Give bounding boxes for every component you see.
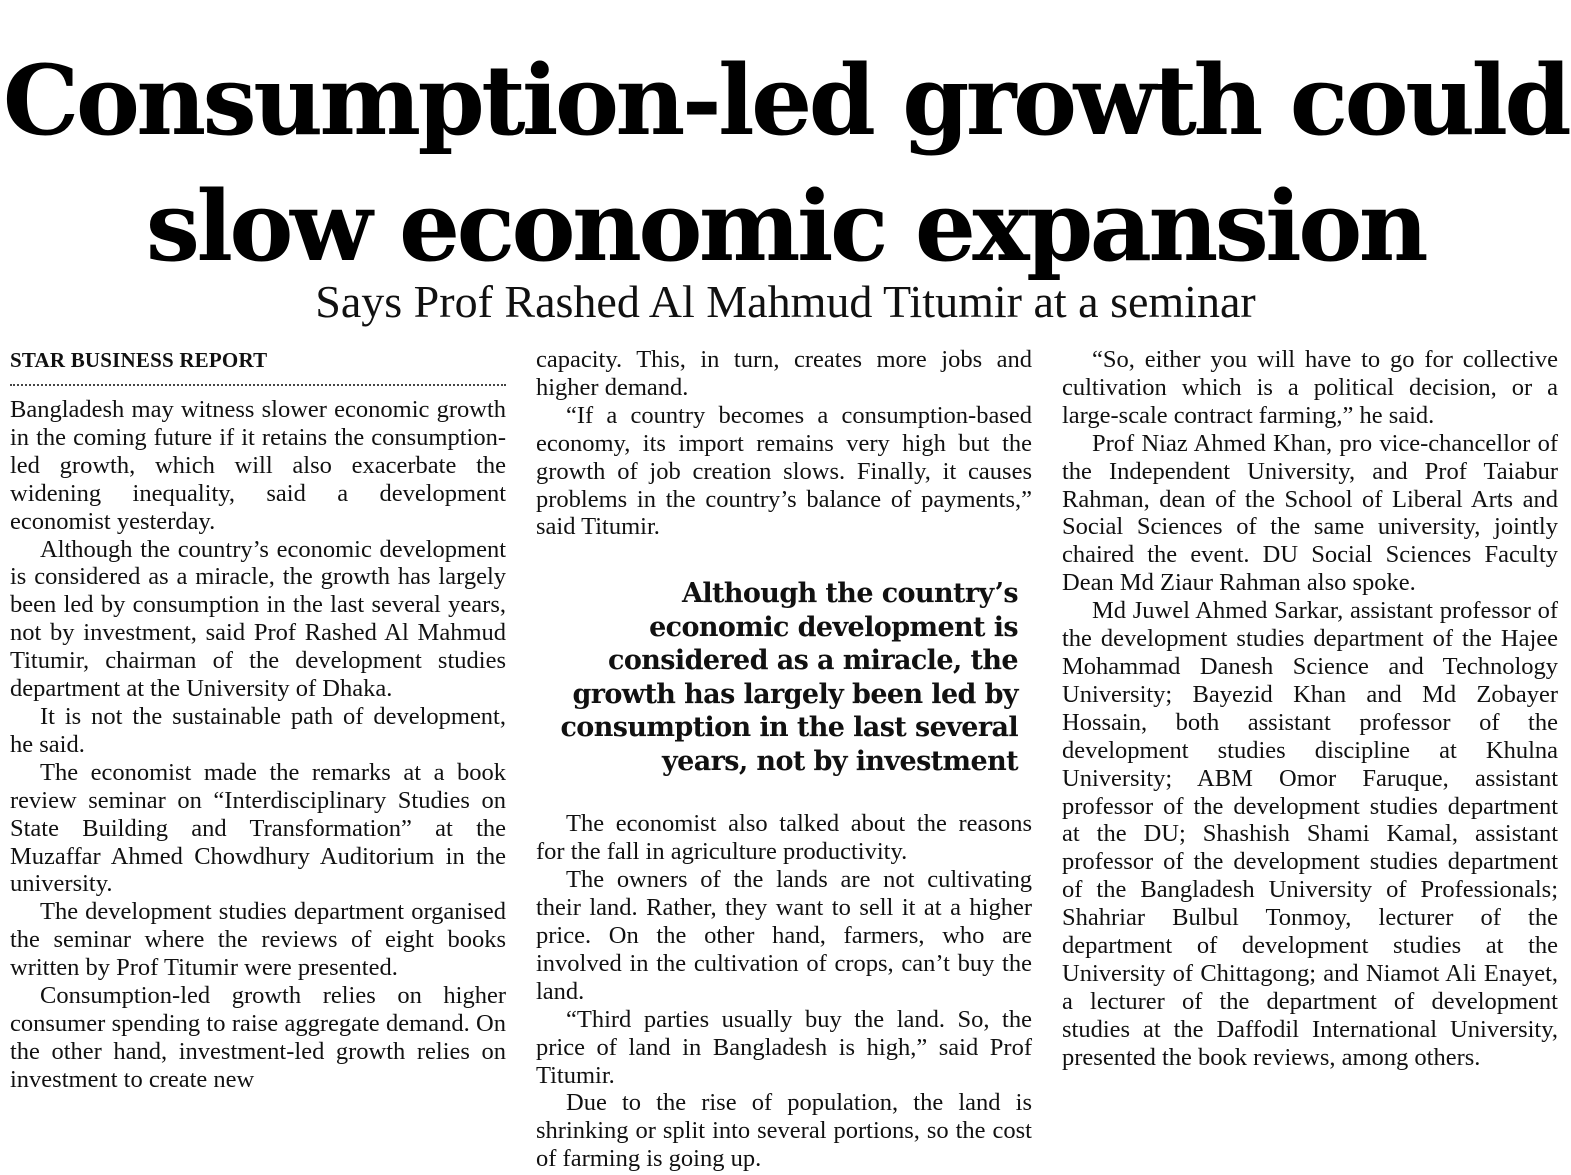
subheadline: Says Prof Rashed Al Mahmud Titumir at a seminar xyxy=(315,276,1256,327)
headline xyxy=(0,38,1571,290)
pull-quote: Although the country’s economic development is considered as a miracle, the growth has largely been led by consumption in the last several years, not by investment xyxy=(560,578,1018,777)
paragraph: Prof Niaz Ahmed Khan, pro vice-chancellor of the Independent University, and Prof Taiabur Rahman, dean of the School of Liberal Arts and Social Sciences of the same university, jointly chaired the event. DU Social Sciences Faculty Dean Md Ziaur Rahman also spoke. xyxy=(1062,429,1558,597)
paragraph: Bangladesh may witness slower economic growth in the coming future if it retains the consumption-led growth, which will also exacerbate the widening inequality, said a development economist yesterday. xyxy=(10,396,506,535)
headline-line-1: Consumption-led growth could xyxy=(2,44,1569,157)
paragraph: “Third parties usually buy the land. So, the price of land in Bangladesh is high,” said Prof Titumir. xyxy=(536,1005,1032,1089)
paragraph: The economist made the remarks at a book review seminar on “Interdisciplinary Studies on State Building and Transformation” at the Muzaffar Ahmed Chowdhury Auditorium in the university. xyxy=(10,758,506,898)
paragraph: Although the country’s economic development is considered as a miracle, the growth has largely been led by consumption in the last several years, not by investment, said Prof Rashed Al Mahmud Titumir, chairman of the development studies department at the University of Dhaka. xyxy=(10,535,506,703)
paragraph: The owners of the lands are not cultivating their land. Rather, they want to sell it at a higher price. On the other hand, farmers, who are involved in the cultivation of crops, can’t buy the land. xyxy=(536,866,1032,1005)
column-3 xyxy=(1062,346,1558,1072)
paragraph: Due to the rise of population, the land is shrinking or split into several portions, so the cost of farming is going up. xyxy=(536,1089,1032,1173)
paragraph: The economist also talked about the reasons for the fall in agriculture productivity. xyxy=(536,810,1032,866)
headline-line-2: slow economic expansion xyxy=(145,170,1426,283)
byline: STAR BUSINESS REPORT xyxy=(10,346,506,386)
paragraph: “If a country becomes a consumption-based economy, its import remains very high but the growth of job creation slows. Finally, it causes problems in the country’s balance of payments,” said Titumir. xyxy=(536,401,1032,541)
paragraph: Md Juwel Ahmed Sarkar, assistant professor of the development studies department of the Hajee Mohammad Danesh Science and Technology University; Bayezid Khan and Md Zobayer Hossain, both assistant professor of the development studies discipline at Khulna University; ABM Omor Faruque, assistant professor of the development studies department at the DU; Shashish Shami Kamal, assistant professor of the development studies department of the Bangladesh University of Professionals; Shahriar Bulbul Tonmoy, lecturer of the department of development studies at the University of Chittagong; and Niamot Ali Enayet, a lecturer of the department of development studies at the Daffodil International University, presented the book reviews, among others. xyxy=(1062,597,1558,1071)
paragraph: Consumption-led growth relies on higher consumer spending to raise aggregate demand. On the other hand, investment-led growth relies on investment to create new xyxy=(10,982,506,1093)
paragraph: capacity. This, in turn, creates more jobs and higher demand. xyxy=(536,346,1032,401)
paragraph: It is not the sustainable path of development, he said. xyxy=(10,702,506,758)
column-1 xyxy=(10,346,506,1094)
paragraph: The development studies department organised the seminar where the reviews of eight books written by Prof Titumir were presented. xyxy=(10,898,506,982)
paragraph: “So, either you will have to go for collective cultivation which is a political decision, or a large-scale contract farming,” he said. xyxy=(1062,346,1558,429)
column-2 xyxy=(536,346,1032,1173)
